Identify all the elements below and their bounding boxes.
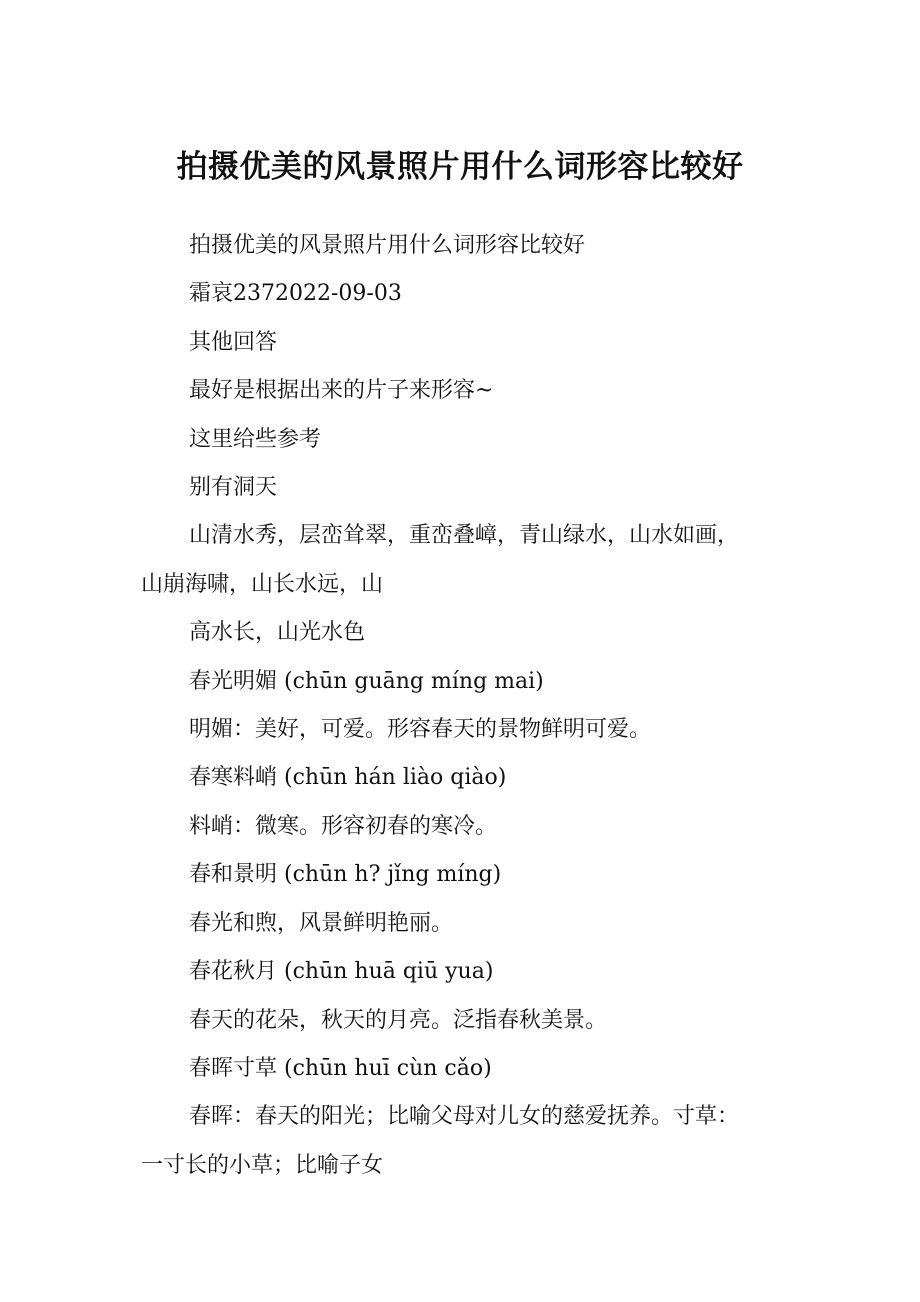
paragraph xyxy=(141,1045,791,1093)
paragraph xyxy=(141,464,791,512)
paragraph xyxy=(141,948,791,996)
paragraph-line: 最好是根据出来的片子来形容~ xyxy=(189,378,494,404)
paragraph xyxy=(141,512,791,609)
paragraph xyxy=(141,803,791,851)
document-title: 拍摄优美的风景照片用什么词形容比较好 xyxy=(176,149,744,185)
paragraph xyxy=(141,900,791,948)
paragraph-line: 霜哀2372022-09-03 xyxy=(189,281,402,307)
paragraph xyxy=(141,367,791,415)
paragraph-line: 春和景明 (chūn h? jǐng míng) xyxy=(189,862,502,888)
paragraph-line: 春光明媚 (chūn guāng míng mai) xyxy=(189,668,544,694)
paragraph-line: 春寒料峭 (chūn hán liào qiào) xyxy=(189,765,507,791)
paragraph-line: 别有洞天 xyxy=(189,475,278,501)
paragraph-line: 拍摄优美的风景照片用什么词形容比较好 xyxy=(189,233,586,258)
paragraph xyxy=(141,706,791,754)
paragraph-line: 春晖寸草 (chūn huī cùn cǎo) xyxy=(189,1055,492,1081)
paragraph-line: 春晖：春天的阳光；比喻父母对儿女的慈爱抚养。寸草： xyxy=(189,1104,740,1130)
paragraph-line: 这里给些参考 xyxy=(189,426,322,452)
document-body xyxy=(141,222,791,1190)
paragraph-line: 料峭：微寒。形容初春的寒冷。 xyxy=(189,813,498,839)
paragraph xyxy=(141,416,791,464)
paragraph-line: 山崩海啸，山长水远，山 xyxy=(141,571,384,597)
paragraph-line: 山清水秀，层峦耸翠，重峦叠嶂，青山绿水，山水如画， xyxy=(189,523,740,549)
paragraph xyxy=(141,997,791,1045)
paragraph-line: 明媚：美好，可爱。形容春天的景物鲜明可爱。 xyxy=(189,717,652,743)
paragraph xyxy=(141,1093,791,1190)
paragraph-author-date xyxy=(141,270,791,318)
paragraph xyxy=(141,851,791,899)
paragraph-question xyxy=(141,222,791,270)
paragraph xyxy=(141,658,791,706)
paragraph-line: 其他回答 xyxy=(189,329,278,355)
paragraph xyxy=(141,609,791,657)
paragraph-line: 春花秋月 (chūn huā qiū yua) xyxy=(189,959,494,985)
paragraph-other-answers xyxy=(141,319,791,367)
paragraph-line: 春光和煦，风景鲜明艳丽。 xyxy=(189,910,454,936)
paragraph-line: 一寸长的小草；比喻子女 xyxy=(141,1152,384,1178)
paragraph xyxy=(141,754,791,802)
paragraph-line: 高水长，山光水色 xyxy=(189,620,366,646)
paragraph-line: 春天的花朵，秋天的月亮。泛指春秋美景。 xyxy=(189,1007,608,1033)
